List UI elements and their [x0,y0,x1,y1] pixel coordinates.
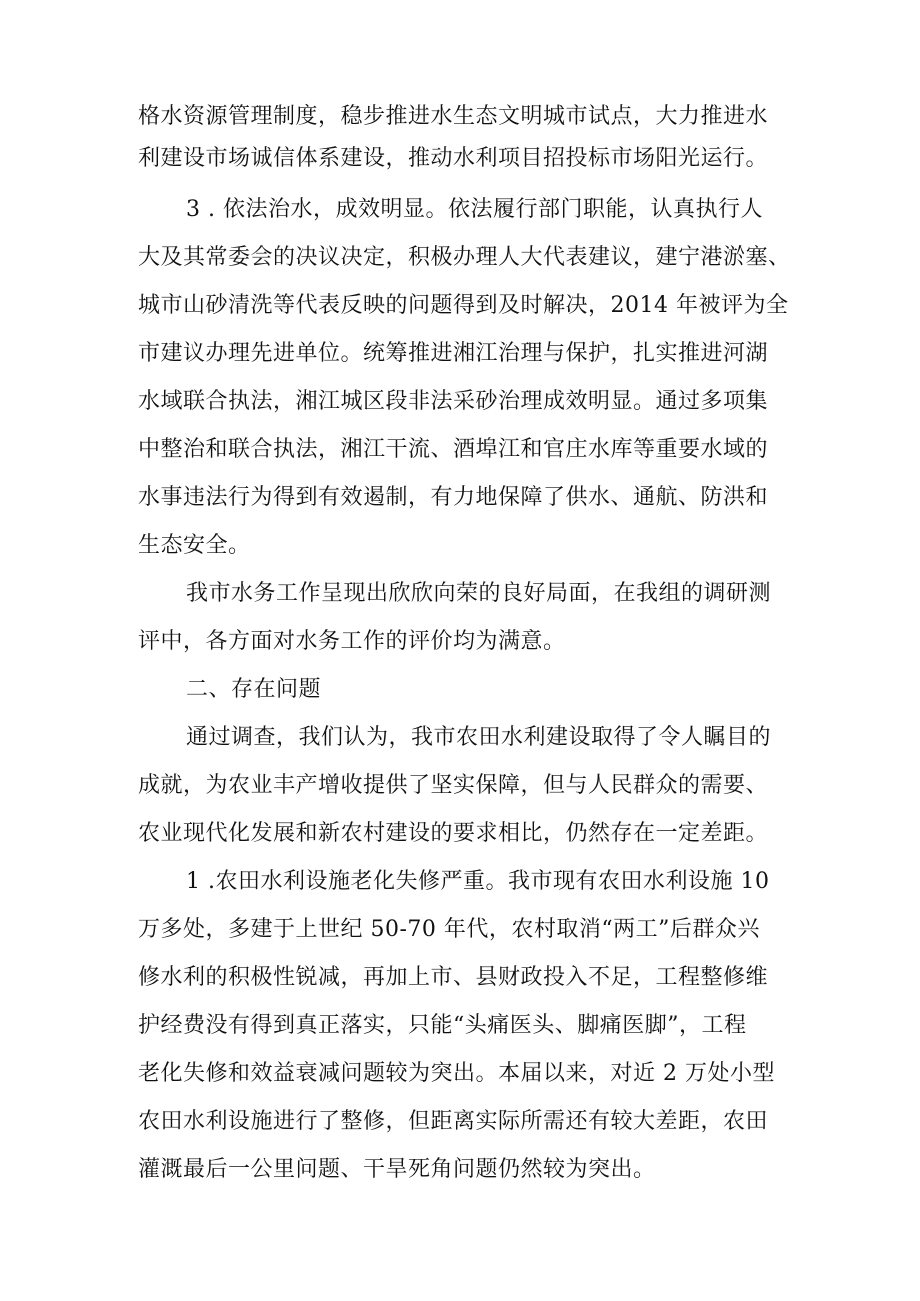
text-line: 通过调查，我们认为，我市农田水利建设取得了令人瞩目的 [186,725,772,750]
paragraph-summary [138,570,788,666]
text-line: 灌溉最后一公里问题、干旱死角问题仍然较为突出。 [138,1157,656,1182]
text-line: 老化失修和效益衰减问题较为突出。本届以来，对近 2 万处小型 [138,1061,775,1086]
text-line: 中整治和联合执法，湘江干流、酒埠江和官庄水库等重要水域的 [138,437,769,462]
text-line: 万多处，多建于上世纪 50-70 年代，农村取消“两工”后群众兴 [138,917,760,942]
paragraph-aging-facilities [138,858,788,1194]
paragraph-investigation [138,714,788,858]
paragraph-continuation [138,96,788,180]
text-line: 利建设市场诚信体系建设，推动水利项目招投标市场阳光运行。 [138,146,769,171]
text-line: 生态安全。 [138,533,251,558]
text-line: 3 . 依法治水，成效明显。依法履行部门职能，认真执行人 [186,197,763,222]
text-line: 修水利的积极性锐减，再加上市、县财政投入不足，工程整修维 [138,965,769,990]
text-line: 1 .农田水利设施老化失修严重。我市现有农田水利设施 10 [186,869,770,894]
text-line: 农田水利设施进行了整修，但距离实际所需还有较大差距，农田 [138,1109,769,1134]
text-line: 城市山砂清洗等代表反映的问题得到及时解决，2014 年被评为全 [138,293,789,318]
text-line: 水域联合执法，湘江城区段非法采砂治理成效明显。通过多项集 [138,389,769,414]
text-line: 水事违法行为得到有效遏制，有力地保障了供水、通航、防洪和 [138,485,769,510]
section-heading [138,666,788,714]
document-page [138,96,791,1194]
text-line: 大及其常委会的决议决定，积极办理人大代表建议，建宁港淤塞、 [138,245,791,270]
text-line: 格水资源管理制度，稳步推进水生态文明城市试点，大力推进水 [138,104,769,129]
text-line: 市建议办理先进单位。统筹推进湘江治理与保护，扎实推进河湖 [138,341,769,366]
text-line: 护经费没有得到真正落实，只能“头痛医头、脚痛医脚”，工程 [138,1013,747,1038]
text-line: 农业现代化发展和新农村建设的要求相比，仍然存在一定差距。 [138,821,769,846]
section-heading-text: 二、存在问题 [186,677,322,702]
text-line: 评中，各方面对水务工作的评价均为满意。 [138,629,566,654]
text-line: 成就，为农业丰产增收提供了坚实保障，但与人民群众的需要、 [138,773,769,798]
paragraph-rule-of-law [138,186,791,570]
text-line: 我市水务工作呈现出欣欣向荣的良好局面，在我组的调研测 [186,581,772,606]
